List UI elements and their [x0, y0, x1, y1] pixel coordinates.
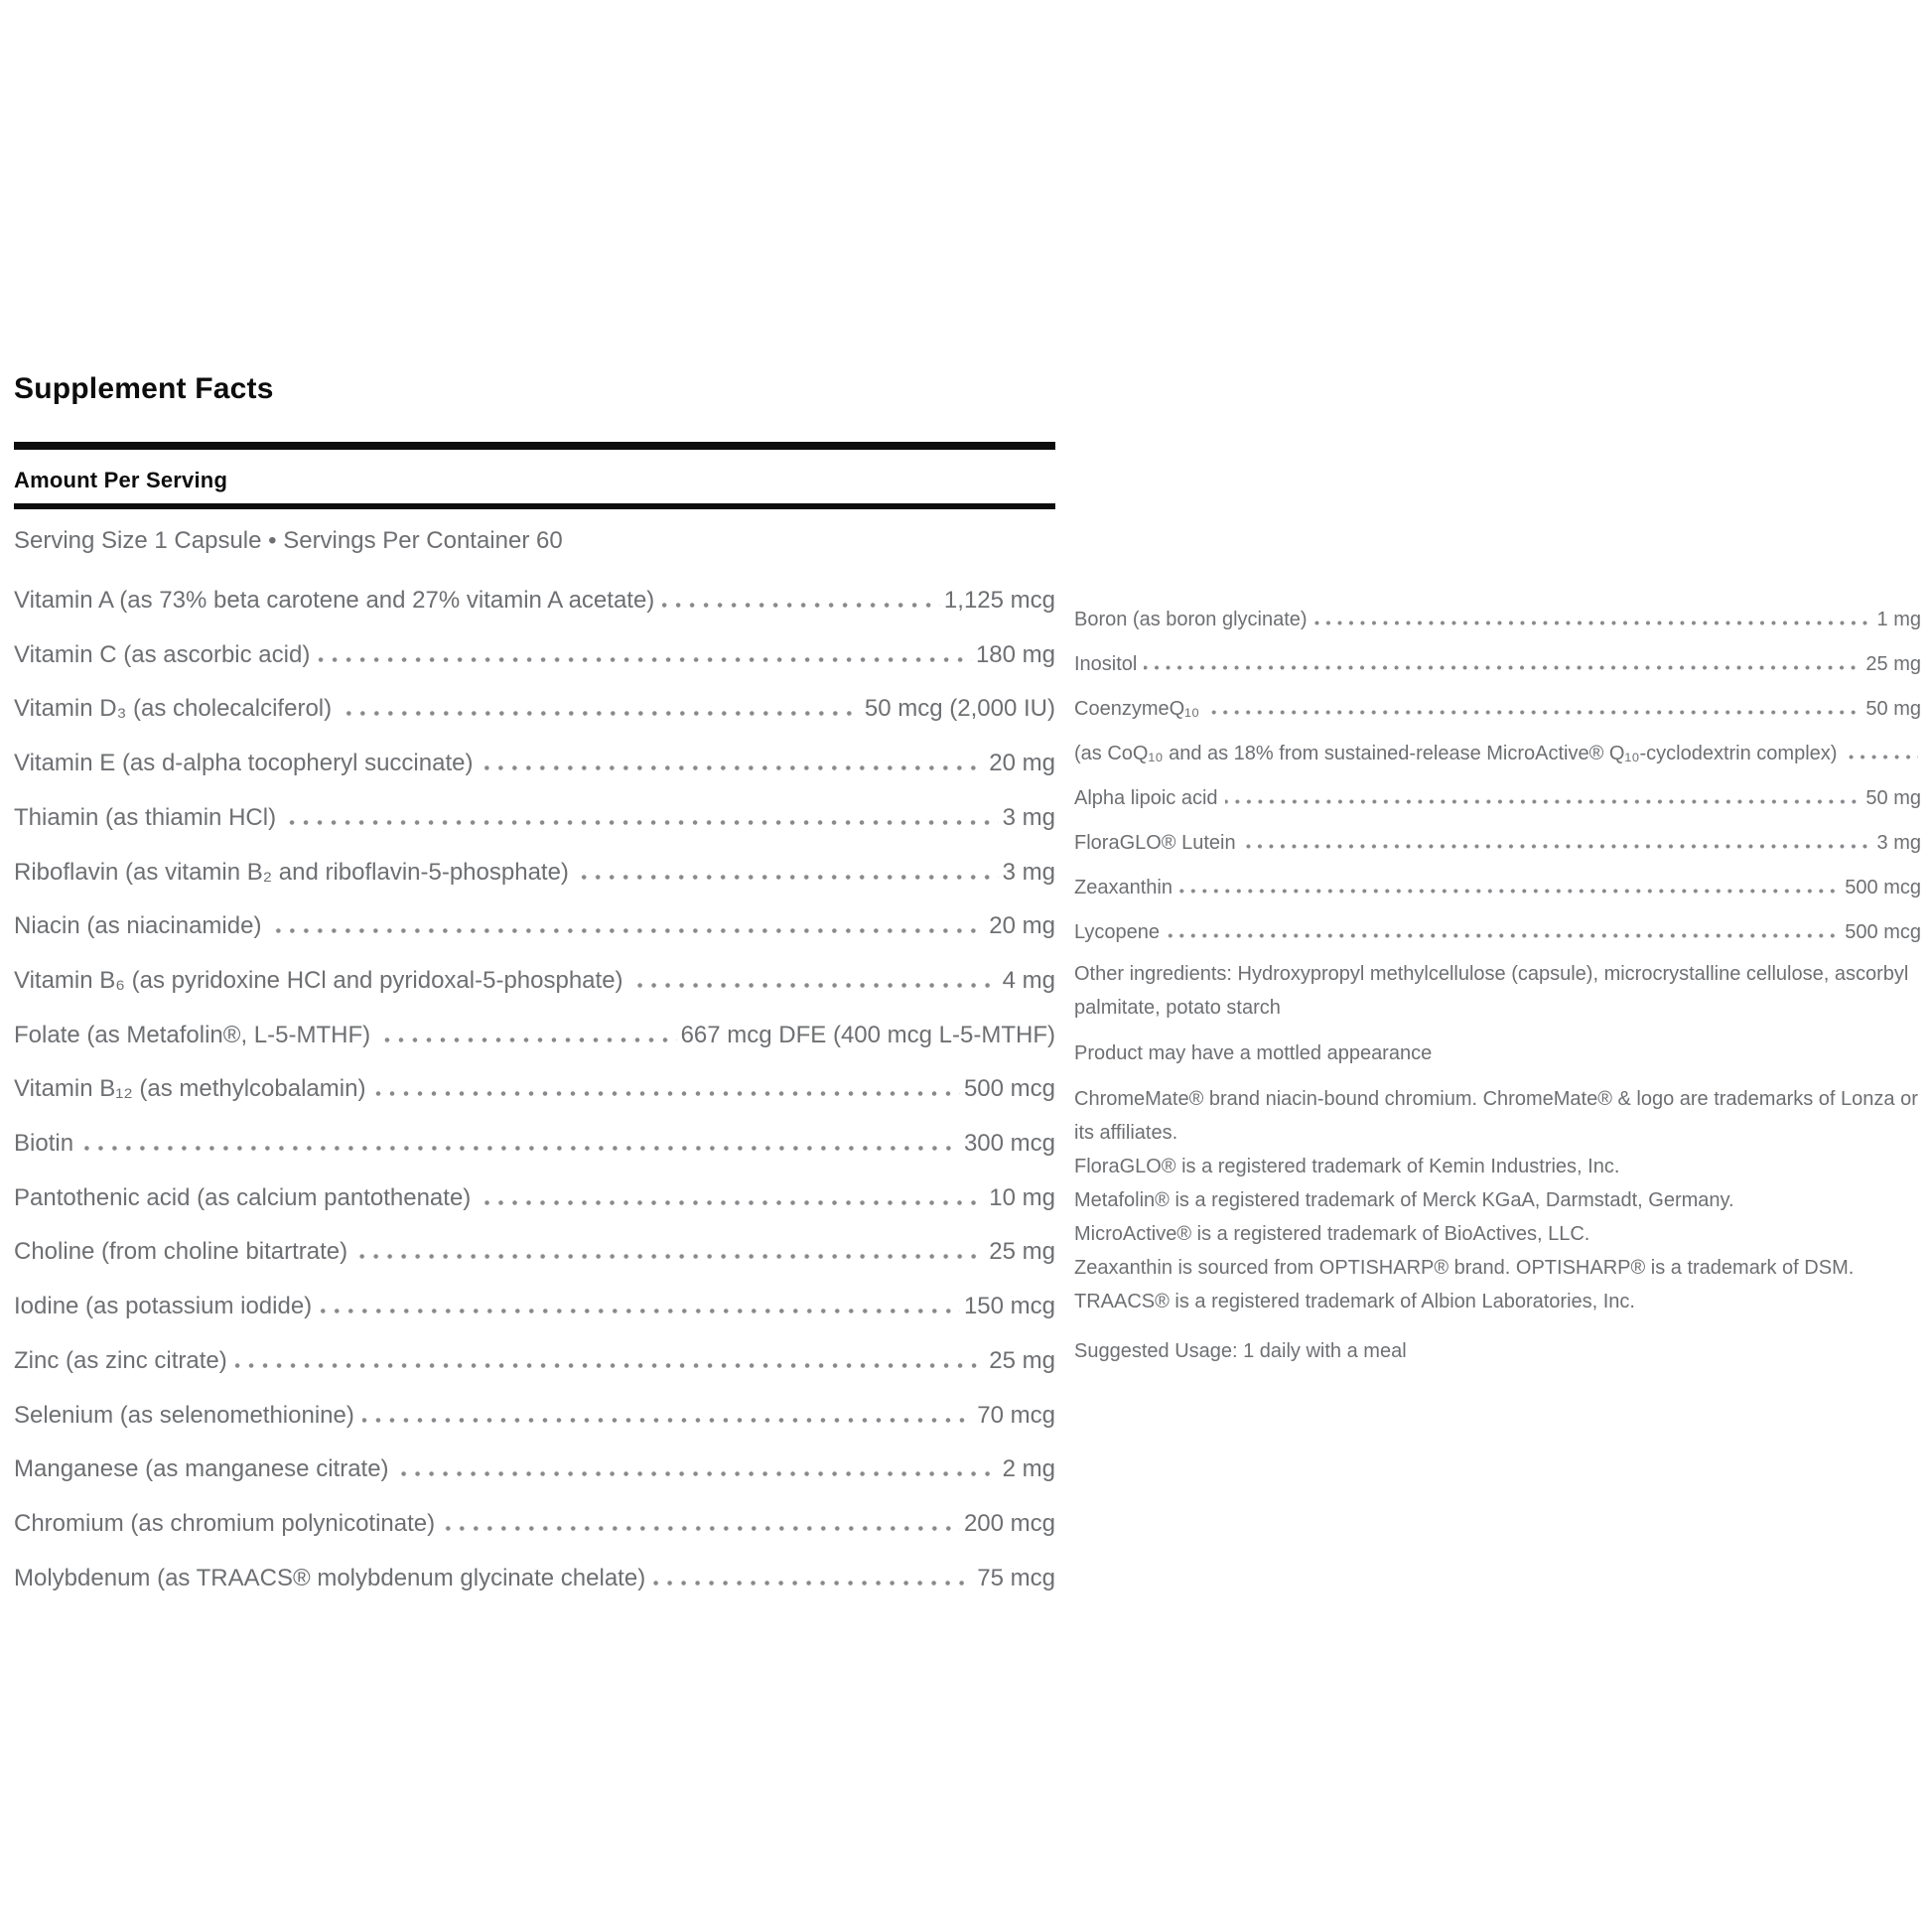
nutrient-name: Zeaxanthin [1074, 877, 1173, 898]
nutrient-row [14, 682, 1055, 737]
note-line: Metafolin® is a registered trademark of Merck KGaA, Darmstadt, Germany. [1074, 1189, 1734, 1211]
nutrient-amount: 20 mg [989, 912, 1055, 940]
left-column [14, 372, 1055, 1605]
nutrient-name: Choline (from choline bitartrate) [14, 1238, 348, 1266]
nutrient-row [14, 574, 1055, 628]
nutrient-row [14, 1280, 1055, 1334]
nutrient-row [14, 954, 1055, 1009]
dotted-leader [1206, 710, 1863, 715]
dotted-leader [577, 875, 999, 880]
dotted-leader [235, 1363, 986, 1368]
dotted-leader [373, 1091, 960, 1096]
nutrient-name: Zinc (as zinc citrate) [14, 1346, 227, 1374]
nutrient-row [1074, 776, 1921, 821]
nutrient-row [14, 1334, 1055, 1389]
dotted-leader [1179, 889, 1842, 894]
nutrient-amount: 500 mcg [1845, 877, 1921, 898]
amount-per-serving-heading: Amount Per Serving [14, 468, 228, 492]
nutrient-name: CoenzymeQ₁₀ [1074, 698, 1200, 720]
nutrient-row [1074, 866, 1921, 910]
nutrient-name: Molybdenum (as TRAACS® molybdenum glycinate chelate) [14, 1564, 646, 1591]
nutrient-name: Vitamin B₁₂ (as methylcobalamin) [14, 1075, 366, 1103]
nutrient-amount: 150 mcg [963, 1293, 1055, 1320]
nutrient-name: Vitamin B₆ (as pyridoxine HCl and pyridoxal-5-phosphate) [14, 966, 623, 994]
nutrient-name: Inositol [1074, 653, 1138, 675]
nutrient-row [1074, 821, 1921, 866]
nutrient-name: Riboflavin (as vitamin B₂ and riboflavin-5-phosphate) [14, 858, 569, 886]
dotted-leader [1314, 621, 1874, 625]
note-group [1074, 1082, 1921, 1318]
nutrient-row [1074, 598, 1921, 642]
nutrient-row [14, 846, 1055, 900]
dotted-leader [443, 1526, 960, 1531]
nutrient-amount: 500 mcg [1845, 921, 1921, 943]
nutrient-name: Vitamin C (as ascorbic acid) [14, 640, 311, 668]
nutrient-row [14, 1552, 1055, 1606]
nutrient-row [14, 1497, 1055, 1552]
nutrient-amount: 3 mg [1002, 858, 1055, 886]
nutrient-name: Vitamin E (as d-alpha tocopheryl succinate) [14, 750, 474, 777]
nutrient-name: Selenium (as selenomethionine) [14, 1401, 354, 1429]
nutrient-name: Iodine (as potassium iodide) [14, 1293, 313, 1320]
dotted-leader [1225, 799, 1863, 804]
nutrient-amount: 75 mcg [977, 1564, 1055, 1591]
nutrient-amount: 1 mg [1876, 609, 1921, 630]
dotted-leader [481, 765, 985, 770]
nutrient-name: Chromium (as chromium polynicotinate) [14, 1509, 436, 1537]
dotted-leader [1167, 933, 1842, 938]
nutrient-row [14, 737, 1055, 791]
nutrient-name: Biotin [14, 1130, 74, 1158]
dotted-leader [1844, 755, 1918, 759]
note-line: MicroActive® is a registered trademark of BioActives, LLC. [1074, 1223, 1590, 1245]
nutrient-list-right [1074, 598, 1921, 955]
nutrient-name: Vitamin D₃ (as cholecalciferol) [14, 695, 333, 723]
nutrient-row [14, 1389, 1055, 1444]
nutrient-row [14, 1117, 1055, 1172]
nutrient-amount: 50 mcg (2,000 IU) [864, 695, 1055, 723]
nutrient-name: (as CoQ₁₀ and as 18% from sustained-release MicroActive® Q₁₀-cyclodextrin complex) [1074, 743, 1838, 764]
nutrient-row [14, 1062, 1055, 1117]
nutrient-amount: 180 mg [975, 640, 1055, 668]
nutrient-row [14, 1225, 1055, 1280]
divider-thin [14, 503, 1055, 509]
dotted-leader [653, 1581, 973, 1586]
dotted-leader [631, 983, 999, 988]
nutrient-amount: 70 mcg [977, 1401, 1055, 1429]
note-line: Product may have a mottled appearance [1074, 1042, 1433, 1064]
nutrient-amount: 25 mg [1865, 653, 1921, 675]
note-line: Zeaxanthin is sourced from OPTISHARP® brand. OPTISHARP® is a trademark of DSM. [1074, 1257, 1855, 1279]
divider-thick [14, 442, 1055, 450]
dotted-leader [397, 1471, 999, 1476]
nutrient-name: FloraGLO® Lutein [1074, 832, 1236, 854]
note-group [1074, 957, 1921, 1025]
nutrient-amount: 300 mcg [963, 1130, 1055, 1158]
nutrient-name: Folate (as Metafolin®, L-5-MTHF) [14, 1021, 371, 1048]
nutrient-name: Vitamin A (as 73% beta carotene and 27% vitamin A acetate) [14, 587, 655, 614]
note-group [1074, 1036, 1921, 1070]
nutrient-name: Niacin (as niacinamide) [14, 912, 262, 940]
nutrient-amount: 4 mg [1002, 966, 1055, 994]
nutrient-amount: 200 mcg [963, 1509, 1055, 1537]
serving-info: Serving Size 1 Capsule • Servings Per Container 60 [14, 527, 563, 554]
dotted-leader [479, 1200, 985, 1205]
nutrient-row [14, 1172, 1055, 1226]
dotted-leader [269, 928, 985, 933]
nutrient-amount: 667 mcg DFE (400 mcg L-5-MTHF) [680, 1021, 1055, 1048]
dotted-leader [378, 1037, 676, 1042]
note-line: TRAACS® is a registered trademark of Albion Laboratories, Inc. [1074, 1291, 1635, 1312]
nutrient-row [14, 628, 1055, 683]
nutrient-row [1074, 642, 1921, 687]
nutrient-row [1074, 687, 1921, 732]
note-line: Other ingredients: Hydroxypropyl methylcellulose (capsule), microcrystalline cellulose, ascorbyl palmitate, potato starch [1074, 963, 1909, 1019]
nutrient-name: Boron (as boron glycinate) [1074, 609, 1308, 630]
nutrient-name: Pantothenic acid (as calcium pantothenate) [14, 1183, 472, 1211]
note-line: Suggested Usage: 1 daily with a meal [1074, 1340, 1407, 1362]
nutrient-amount: 25 mg [989, 1346, 1055, 1374]
dotted-leader [662, 603, 940, 608]
nutrient-name: Lycopene [1074, 921, 1160, 943]
nutrient-amount: 50 mg [1865, 787, 1921, 809]
nutrient-name: Thiamin (as thiamin HCl) [14, 803, 277, 831]
dotted-leader [1243, 844, 1874, 849]
note-group [1074, 1334, 1921, 1368]
nutrient-amount: 25 mg [989, 1238, 1055, 1266]
nutrient-amount: 1,125 mcg [943, 587, 1055, 614]
nutrient-amount: 10 mg [989, 1183, 1055, 1211]
nutrient-amount: 500 mcg [963, 1075, 1055, 1103]
dotted-leader [318, 657, 972, 662]
nutrient-row [14, 1443, 1055, 1497]
dotted-leader [362, 1418, 973, 1423]
nutrient-amount: 3 mg [1002, 803, 1055, 831]
nutrient-amount: 2 mg [1002, 1455, 1055, 1483]
right-column [1074, 579, 1921, 1368]
nutrient-row [1074, 910, 1921, 955]
nutrient-amount: 3 mg [1876, 832, 1921, 854]
dotted-leader [1144, 665, 1863, 670]
nutrient-row [1074, 732, 1921, 776]
nutrient-amount: 20 mg [989, 750, 1055, 777]
panel-title: Supplement Facts [14, 372, 274, 405]
dotted-leader [355, 1254, 985, 1259]
dotted-leader [320, 1309, 960, 1313]
dotted-leader [340, 711, 861, 716]
note-line: ChromeMate® brand niacin-bound chromium. ChromeMate® & logo are trademarks of Lonza or its affiliates. [1074, 1088, 1918, 1144]
nutrient-name: Manganese (as manganese citrate) [14, 1455, 389, 1483]
note-line: FloraGLO® is a registered trademark of Kemin Industries, Inc. [1074, 1156, 1620, 1177]
nutrient-row [14, 1009, 1055, 1063]
nutrient-list-left [14, 574, 1055, 1605]
nutrient-row [14, 899, 1055, 954]
nutrient-name: Alpha lipoic acid [1074, 787, 1218, 809]
dotted-leader [81, 1146, 960, 1151]
dotted-leader [284, 820, 999, 825]
notes-section [1074, 957, 1921, 1368]
nutrient-row [14, 791, 1055, 846]
nutrient-amount: 50 mg [1865, 698, 1921, 720]
